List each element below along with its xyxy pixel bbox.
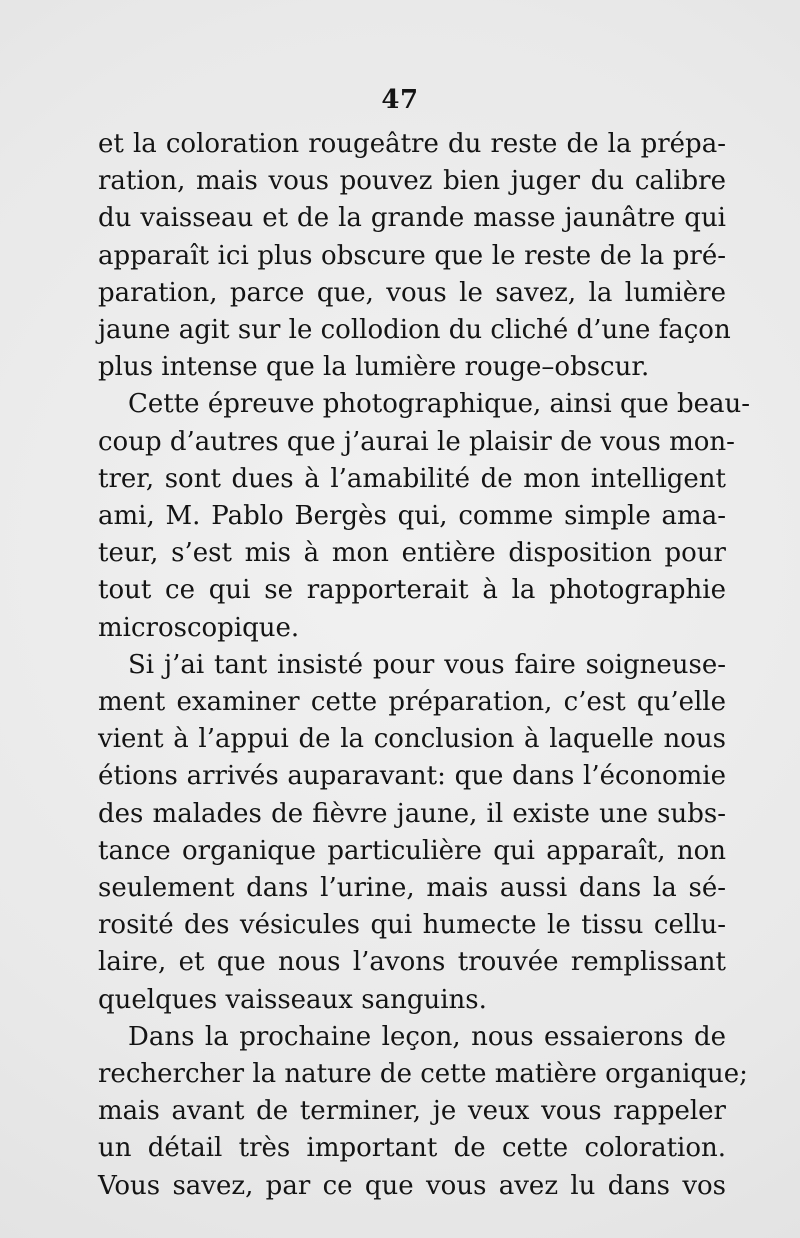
text-line: rosité des vésicules qui humecte le tissu cellu-: [98, 910, 726, 941]
text-line: mais avant de terminer, je veux vous rappeler: [98, 1096, 726, 1127]
paragraph: [98, 126, 731, 386]
text-line: Si j’ai tant insisté pour vous faire soigneuse-: [128, 649, 726, 680]
text-line: vient à l’appui de la conclusion à laquelle nous: [98, 724, 726, 755]
text-line: Vous savez, par ce que vous avez lu dans vos: [98, 1170, 726, 1201]
text-line: laire, et que nous l’avons trouvée remplissant: [98, 947, 726, 978]
text-line: tout ce qui se rapporterait à la photographie: [98, 575, 726, 606]
text-line: tance organique particulière qui apparaît, non: [98, 835, 726, 866]
text-line: Dans la prochaine leçon, nous essaierons de: [128, 1021, 726, 1052]
text-line: ami, M. Pablo Bergès qui, comme simple ama-: [98, 501, 726, 532]
text-line: trer, sont dues à l’amabilité de mon intelligent: [98, 463, 726, 494]
text-line: des malades de fièvre jaune, il existe une subs-: [98, 798, 726, 829]
text-line: un détail très important de cette coloration.: [98, 1133, 726, 1164]
text-line: apparaît ici plus obscure que le reste de la pré-: [98, 240, 726, 271]
text-line: coup d’autres que j’aurai le plaisir de vous mon-: [98, 426, 735, 457]
text-line: étions arrivés auparavant: que dans l’économie: [98, 761, 726, 792]
paragraph: [98, 386, 751, 646]
text-line: plus intense que la lumière rouge–obscur.: [98, 352, 650, 383]
paragraph: [98, 1019, 748, 1205]
page-number: 47: [381, 85, 419, 115]
text-line: quelques vaisseaux sanguins.: [98, 984, 487, 1015]
text-line: et la coloration rougeâtre du reste de la prépa-: [98, 129, 726, 159]
body-text: [98, 126, 751, 1205]
text-line: paration, parce que, vous le savez, la lumière: [98, 277, 726, 308]
text-line: microscopique.: [98, 612, 300, 643]
text-line: du vaisseau et de la grande masse jaunâtre qui: [98, 203, 726, 234]
paragraph: [98, 647, 726, 1019]
text-line: teur, s’est mis à mon entière disposition pour: [98, 538, 726, 569]
text-line: jaune agit sur le collodion du cliché d’une façon: [98, 315, 731, 346]
text-line: Cette épreuve photographique, ainsi que beau-: [128, 389, 751, 420]
text-line: seulement dans l’urine, mais aussi dans la sé-: [98, 873, 726, 904]
text-line: rechercher la nature de cette matière organique;: [98, 1059, 748, 1090]
text-line: ration, mais vous pouvez bien juger du calibre: [98, 166, 726, 197]
text-line: ment examiner cette préparation, c’est qu’elle: [98, 687, 726, 718]
